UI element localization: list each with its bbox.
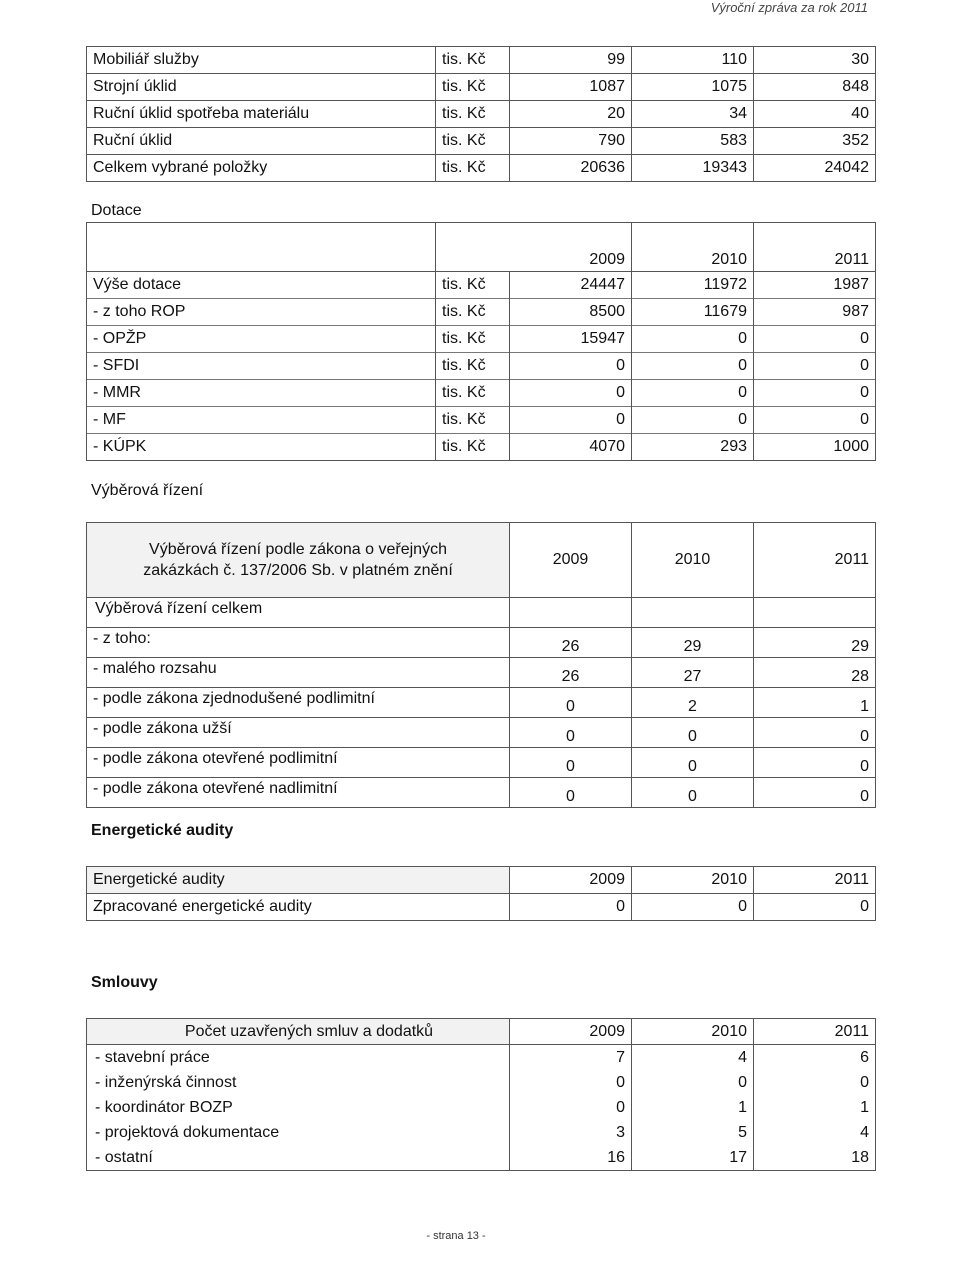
value-2011: 987 bbox=[754, 299, 876, 326]
row-label: - koordinátor BOZP bbox=[87, 1095, 510, 1120]
row-label: Ruční úklid bbox=[87, 128, 436, 155]
value-2011: 24042 bbox=[754, 155, 876, 182]
value-2011: 0 bbox=[754, 894, 876, 921]
year-2011: 2011 bbox=[754, 1019, 876, 1045]
table-row bbox=[87, 272, 876, 299]
value-empty bbox=[510, 598, 632, 628]
row-unit: tis. Kč bbox=[436, 272, 510, 299]
year-2011: 2011 bbox=[754, 523, 876, 598]
value-2010: 1 bbox=[632, 1095, 754, 1120]
value-2009: 26 bbox=[510, 628, 632, 658]
page-number: - strana 13 - bbox=[426, 1230, 486, 1242]
row-label: Zpracované energetické audity bbox=[87, 894, 510, 921]
value-2010: 29 bbox=[632, 628, 754, 658]
value-2010: 34 bbox=[632, 101, 754, 128]
value-2011: 6 bbox=[754, 1045, 876, 1071]
table-row bbox=[87, 748, 876, 778]
row-label: - z toho: bbox=[87, 628, 510, 658]
value-2010: 5 bbox=[632, 1120, 754, 1145]
value-2011: 1987 bbox=[754, 272, 876, 299]
header-empty bbox=[87, 223, 436, 272]
row-unit: tis. Kč bbox=[436, 47, 510, 74]
value-2010: 27 bbox=[632, 658, 754, 688]
value-2011: 29 bbox=[754, 628, 876, 658]
value-2010: 0 bbox=[632, 380, 754, 407]
value-empty bbox=[632, 598, 754, 628]
table-row bbox=[87, 1145, 876, 1171]
value-2011: 0 bbox=[754, 748, 876, 778]
row-label: - MMR bbox=[87, 380, 436, 407]
value-2010: 0 bbox=[632, 326, 754, 353]
value-2010: 293 bbox=[632, 434, 754, 461]
value-2011: 0 bbox=[754, 380, 876, 407]
value-2011: 40 bbox=[754, 101, 876, 128]
row-label: - SFDI bbox=[87, 353, 436, 380]
row-unit: tis. Kč bbox=[436, 74, 510, 101]
value-2011: 0 bbox=[754, 353, 876, 380]
year-2011: 2011 bbox=[754, 867, 876, 894]
table-header-row bbox=[87, 1019, 876, 1045]
row-label: Strojní úklid bbox=[87, 74, 436, 101]
table-header-row bbox=[87, 223, 876, 272]
row-label: - podle zákona zjednodušené podlimitní bbox=[87, 688, 510, 718]
value-2010: 0 bbox=[632, 748, 754, 778]
costs-table-body bbox=[87, 47, 876, 182]
smlouvy-table bbox=[86, 1018, 876, 1171]
value-2009: 0 bbox=[510, 688, 632, 718]
value-2009: 24447 bbox=[510, 272, 632, 299]
table-row bbox=[87, 598, 876, 628]
row-unit: tis. Kč bbox=[436, 326, 510, 353]
value-2009: 20 bbox=[510, 101, 632, 128]
value-2011: 1 bbox=[754, 688, 876, 718]
table-row bbox=[87, 101, 876, 128]
table-row bbox=[87, 658, 876, 688]
row-label: - projektová dokumentace bbox=[87, 1120, 510, 1145]
value-2009: 0 bbox=[510, 748, 632, 778]
value-2010: 0 bbox=[632, 353, 754, 380]
year-2010: 2010 bbox=[632, 223, 754, 272]
header-label: Počet uzavřených smluv a dodatků bbox=[87, 1019, 510, 1045]
value-2009: 8500 bbox=[510, 299, 632, 326]
value-2009: 790 bbox=[510, 128, 632, 155]
table-row bbox=[87, 1045, 876, 1071]
row-unit: tis. Kč bbox=[436, 299, 510, 326]
row-label: - inženýrská činnost bbox=[87, 1070, 510, 1095]
value-2011: 28 bbox=[754, 658, 876, 688]
value-2009: 1087 bbox=[510, 74, 632, 101]
value-2010: 4 bbox=[632, 1045, 754, 1071]
year-2010: 2010 bbox=[632, 867, 754, 894]
value-2011: 352 bbox=[754, 128, 876, 155]
value-2011: 30 bbox=[754, 47, 876, 74]
report-header-title: Výroční zpráva za rok 2011 bbox=[710, 0, 868, 15]
table-row bbox=[87, 1070, 876, 1095]
row-label: Výše dotace bbox=[87, 272, 436, 299]
value-2009: 0 bbox=[510, 1095, 632, 1120]
energeticke-audity-table bbox=[86, 866, 876, 921]
row-label: - stavební práce bbox=[87, 1045, 510, 1071]
section-title-smlouvy: Smlouvy bbox=[91, 974, 158, 991]
dotace-table bbox=[86, 222, 876, 461]
vyberova-rizeni-table bbox=[86, 522, 876, 808]
table-row bbox=[87, 628, 876, 658]
year-2009: 2009 bbox=[510, 523, 632, 598]
value-2010: 0 bbox=[632, 778, 754, 808]
value-2011: 0 bbox=[754, 718, 876, 748]
table-row bbox=[87, 128, 876, 155]
row-label: Mobiliář služby bbox=[87, 47, 436, 74]
table-row bbox=[87, 74, 876, 101]
header-empty bbox=[436, 223, 510, 272]
value-2009: 3 bbox=[510, 1120, 632, 1145]
section-title-vyberova-rizeni: Výběrová řízení bbox=[91, 482, 204, 499]
table-row bbox=[87, 894, 876, 921]
value-2010: 0 bbox=[632, 1070, 754, 1095]
row-unit: tis. Kč bbox=[436, 101, 510, 128]
value-2010: 110 bbox=[632, 47, 754, 74]
table-header-row bbox=[87, 523, 876, 598]
table-row bbox=[87, 1120, 876, 1145]
value-2009: 26 bbox=[510, 658, 632, 688]
row-unit: tis. Kč bbox=[436, 353, 510, 380]
value-2010: 11679 bbox=[632, 299, 754, 326]
value-2009: 0 bbox=[510, 894, 632, 921]
row-unit: tis. Kč bbox=[436, 128, 510, 155]
value-2009: 0 bbox=[510, 407, 632, 434]
section-title-dotace: Dotace bbox=[91, 202, 142, 219]
value-2010: 0 bbox=[632, 407, 754, 434]
value-2010: 0 bbox=[632, 894, 754, 921]
value-2009: 0 bbox=[510, 718, 632, 748]
value-2009: 99 bbox=[510, 47, 632, 74]
row-label: - podle zákona otevřené podlimitní bbox=[87, 748, 510, 778]
year-2009: 2009 bbox=[510, 1019, 632, 1045]
value-2010: 11972 bbox=[632, 272, 754, 299]
row-unit: tis. Kč bbox=[436, 434, 510, 461]
value-2009: 0 bbox=[510, 353, 632, 380]
table-row bbox=[87, 688, 876, 718]
value-2009: 0 bbox=[510, 1070, 632, 1095]
value-2009: 16 bbox=[510, 1145, 632, 1171]
year-2009: 2009 bbox=[510, 223, 632, 272]
row-label: - podle zákona otevřené nadlimitní bbox=[87, 778, 510, 808]
row-unit: tis. Kč bbox=[436, 155, 510, 182]
year-2010: 2010 bbox=[632, 523, 754, 598]
table-header-row bbox=[87, 867, 876, 894]
value-2009: 15947 bbox=[510, 326, 632, 353]
value-2011: 1000 bbox=[754, 434, 876, 461]
table-row bbox=[87, 299, 876, 326]
value-2009: 7 bbox=[510, 1045, 632, 1071]
costs-table bbox=[86, 46, 876, 182]
value-2011: 0 bbox=[754, 407, 876, 434]
value-2010: 1075 bbox=[632, 74, 754, 101]
row-label: Ruční úklid spotřeba materiálu bbox=[87, 101, 436, 128]
row-label: - malého rozsahu bbox=[87, 658, 510, 688]
value-empty bbox=[754, 598, 876, 628]
row-label: Výběrová řízení celkem bbox=[87, 598, 510, 628]
value-2011: 18 bbox=[754, 1145, 876, 1171]
value-2011: 0 bbox=[754, 326, 876, 353]
row-label: - podle zákona užší bbox=[87, 718, 510, 748]
table-row bbox=[87, 155, 876, 182]
value-2010: 583 bbox=[632, 128, 754, 155]
row-label: - OPŽP bbox=[87, 326, 436, 353]
value-2010: 19343 bbox=[632, 155, 754, 182]
table-row bbox=[87, 778, 876, 808]
value-2011: 0 bbox=[754, 1070, 876, 1095]
table-row bbox=[87, 718, 876, 748]
value-2009: 0 bbox=[510, 380, 632, 407]
value-2010: 2 bbox=[632, 688, 754, 718]
year-2011: 2011 bbox=[754, 223, 876, 272]
row-label: - KÚPK bbox=[87, 434, 436, 461]
table-row bbox=[87, 407, 876, 434]
section-title-energeticke-audity: Energetické audity bbox=[91, 822, 234, 839]
value-2009: 4070 bbox=[510, 434, 632, 461]
year-2009: 2009 bbox=[510, 867, 632, 894]
header-label: Energetické audity bbox=[87, 867, 510, 894]
table-row bbox=[87, 353, 876, 380]
value-2009: 0 bbox=[510, 778, 632, 808]
year-2010: 2010 bbox=[632, 1019, 754, 1045]
header-label: Výběrová řízení podle zákona o veřejných zakázkách č. 137/2006 Sb. v platném znění bbox=[87, 523, 510, 598]
value-2011: 4 bbox=[754, 1120, 876, 1145]
value-2011: 848 bbox=[754, 74, 876, 101]
value-2010: 17 bbox=[632, 1145, 754, 1171]
row-label: - MF bbox=[87, 407, 436, 434]
row-unit: tis. Kč bbox=[436, 407, 510, 434]
table-row bbox=[87, 47, 876, 74]
table-row bbox=[87, 434, 876, 461]
value-2011: 0 bbox=[754, 778, 876, 808]
row-label: Celkem vybrané položky bbox=[87, 155, 436, 182]
row-label: - z toho ROP bbox=[87, 299, 436, 326]
table-row bbox=[87, 326, 876, 353]
row-label: - ostatní bbox=[87, 1145, 510, 1171]
row-unit: tis. Kč bbox=[436, 380, 510, 407]
value-2009: 20636 bbox=[510, 155, 632, 182]
value-2011: 1 bbox=[754, 1095, 876, 1120]
table-row bbox=[87, 1095, 876, 1120]
table-row bbox=[87, 380, 876, 407]
value-2010: 0 bbox=[632, 718, 754, 748]
